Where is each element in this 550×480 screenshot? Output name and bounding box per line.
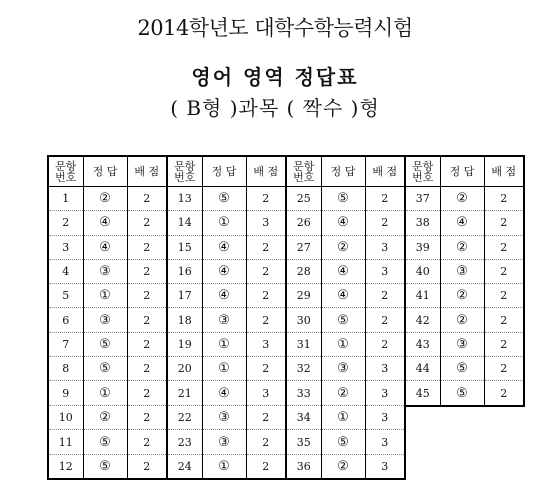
answer-cell: ① [321, 332, 365, 356]
empty-cell [405, 430, 440, 454]
answer-cell: ④ [83, 211, 127, 235]
answer-cell: ④ [202, 235, 246, 259]
points-cell: 2 [365, 211, 405, 235]
question-number-cell: 28 [286, 259, 321, 283]
header-number-line2: 번호 [293, 170, 315, 184]
exam-title: 2014학년도 대학수학능력시험 [137, 16, 413, 40]
points-cell: 2 [246, 406, 286, 430]
answer-cell: ③ [83, 259, 127, 283]
points-cell: 2 [246, 259, 286, 283]
points-cell: 3 [246, 381, 286, 406]
table-row [48, 332, 524, 356]
answer-cell: ① [83, 284, 127, 308]
points-cell: 2 [246, 187, 286, 211]
answer-cell: ⑤ [83, 454, 127, 479]
header-points: 배 점 [246, 156, 286, 187]
question-number-cell: 15 [167, 235, 202, 259]
header-points: 배 점 [127, 156, 167, 187]
answer-cell: ⑤ [440, 357, 484, 381]
points-cell: 2 [127, 308, 167, 332]
answer-cell: ① [202, 454, 246, 479]
question-number-cell: 9 [48, 381, 83, 406]
answer-cell: ④ [440, 211, 484, 235]
empty-cell [440, 454, 484, 479]
answer-cell: ② [440, 284, 484, 308]
table-row [48, 211, 524, 235]
points-cell: 2 [127, 187, 167, 211]
header-number-line1: 문항 [412, 159, 434, 173]
question-number-cell: 2 [48, 211, 83, 235]
points-cell: 3 [365, 454, 405, 479]
table-row [48, 235, 524, 259]
answer-cell: ⑤ [202, 187, 246, 211]
points-cell: 2 [246, 308, 286, 332]
answer-cell: ① [83, 381, 127, 406]
answer-cell: ③ [202, 430, 246, 454]
answer-cell: ① [202, 211, 246, 235]
question-number-cell: 22 [167, 406, 202, 430]
points-cell: 3 [365, 235, 405, 259]
answer-key-body [48, 156, 524, 479]
points-cell: 3 [365, 430, 405, 454]
question-number-cell: 43 [405, 332, 440, 356]
answer-key-table [47, 155, 525, 480]
answer-cell: ① [202, 357, 246, 381]
header-number-line2: 번호 [55, 170, 77, 184]
empty-cell [484, 406, 524, 430]
empty-cell [405, 406, 440, 430]
answer-cell: ② [440, 308, 484, 332]
question-number-cell: 40 [405, 259, 440, 283]
answer-cell: ⑤ [83, 332, 127, 356]
question-number-cell: 26 [286, 211, 321, 235]
points-cell: 2 [246, 454, 286, 479]
header-points: 배 점 [365, 156, 405, 187]
header-number-line1: 문항 [174, 159, 196, 173]
table-row [48, 454, 524, 479]
points-cell: 2 [484, 235, 524, 259]
points-cell: 2 [127, 284, 167, 308]
points-cell: 2 [484, 308, 524, 332]
answer-cell: ① [202, 332, 246, 356]
question-number-cell: 11 [48, 430, 83, 454]
question-number-cell: 38 [405, 211, 440, 235]
answer-cell: ② [321, 381, 365, 406]
question-number-cell: 3 [48, 235, 83, 259]
answer-cell: ④ [202, 259, 246, 283]
answer-cell: ③ [440, 259, 484, 283]
question-number-cell: 25 [286, 187, 321, 211]
points-cell: 3 [365, 406, 405, 430]
header-question-number [167, 156, 202, 187]
answer-cell: ④ [321, 259, 365, 283]
points-cell: 3 [365, 357, 405, 381]
header-question-number [405, 156, 440, 187]
answer-cell: ② [83, 187, 127, 211]
answer-cell: ④ [321, 211, 365, 235]
header-answer: 정 답 [321, 156, 365, 187]
answer-key-title: 영어 영역 정답표 [191, 65, 359, 89]
question-number-cell: 39 [405, 235, 440, 259]
header-answer: 정 답 [202, 156, 246, 187]
table-row [48, 357, 524, 381]
empty-cell [440, 406, 484, 430]
answer-cell: ④ [202, 381, 246, 406]
points-cell: 2 [484, 357, 524, 381]
question-number-cell: 42 [405, 308, 440, 332]
header-number-line2: 번호 [412, 170, 434, 184]
points-cell: 2 [127, 211, 167, 235]
points-cell: 2 [484, 284, 524, 308]
question-number-cell: 23 [167, 430, 202, 454]
table-row [48, 187, 524, 211]
question-number-cell: 31 [286, 332, 321, 356]
points-cell: 2 [127, 357, 167, 381]
question-number-cell: 13 [167, 187, 202, 211]
question-number-cell: 19 [167, 332, 202, 356]
points-cell: 2 [484, 187, 524, 211]
question-number-cell: 45 [405, 381, 440, 406]
points-cell: 2 [484, 332, 524, 356]
table-row [48, 381, 524, 406]
header-number-line1: 문항 [55, 159, 77, 173]
answer-cell: ③ [440, 332, 484, 356]
points-cell: 2 [127, 406, 167, 430]
points-cell: 2 [246, 430, 286, 454]
question-number-cell: 27 [286, 235, 321, 259]
question-number-cell: 5 [48, 284, 83, 308]
table-row [48, 406, 524, 430]
points-cell: 2 [484, 381, 524, 406]
points-cell: 2 [365, 332, 405, 356]
answer-cell: ② [440, 187, 484, 211]
question-number-cell: 1 [48, 187, 83, 211]
question-number-cell: 18 [167, 308, 202, 332]
answer-cell: ⑤ [83, 357, 127, 381]
points-cell: 2 [484, 211, 524, 235]
question-number-cell: 4 [48, 259, 83, 283]
header-number-line1: 문항 [293, 159, 315, 173]
points-cell: 2 [484, 259, 524, 283]
question-number-cell: 17 [167, 284, 202, 308]
points-cell: 3 [365, 259, 405, 283]
question-number-cell: 41 [405, 284, 440, 308]
question-number-cell: 14 [167, 211, 202, 235]
header-points: 배 점 [484, 156, 524, 187]
points-cell: 3 [246, 211, 286, 235]
table-row [48, 259, 524, 283]
points-cell: 2 [127, 430, 167, 454]
answer-cell: ⑤ [321, 187, 365, 211]
answer-cell: ③ [321, 357, 365, 381]
points-cell: 2 [365, 284, 405, 308]
question-number-cell: 7 [48, 332, 83, 356]
header-answer: 정 답 [83, 156, 127, 187]
points-cell: 2 [127, 381, 167, 406]
question-number-cell: 21 [167, 381, 202, 406]
table-row [48, 308, 524, 332]
answer-cell: ② [83, 406, 127, 430]
question-number-cell: 12 [48, 454, 83, 479]
table-header-row [48, 156, 524, 187]
answer-cell: ⑤ [321, 308, 365, 332]
header-number-line2: 번호 [174, 170, 196, 184]
points-cell: 2 [365, 308, 405, 332]
question-number-cell: 20 [167, 357, 202, 381]
answer-cell: ③ [202, 308, 246, 332]
table-row [48, 430, 524, 454]
points-cell: 2 [127, 454, 167, 479]
question-number-cell: 16 [167, 259, 202, 283]
question-number-cell: 29 [286, 284, 321, 308]
question-number-cell: 35 [286, 430, 321, 454]
points-cell: 2 [246, 235, 286, 259]
points-cell: 3 [365, 381, 405, 406]
answer-cell: ③ [83, 308, 127, 332]
header-question-number [48, 156, 83, 187]
answer-cell: ② [321, 454, 365, 479]
answer-cell: ④ [321, 284, 365, 308]
header-answer: 정 답 [440, 156, 484, 187]
answer-cell: ② [321, 235, 365, 259]
answer-cell: ① [321, 406, 365, 430]
answer-cell: ④ [202, 284, 246, 308]
header-question-number [286, 156, 321, 187]
points-cell: 2 [127, 235, 167, 259]
points-cell: 2 [365, 187, 405, 211]
question-number-cell: 32 [286, 357, 321, 381]
table-row [48, 284, 524, 308]
question-number-cell: 44 [405, 357, 440, 381]
points-cell: 2 [127, 332, 167, 356]
points-cell: 2 [246, 357, 286, 381]
question-number-cell: 10 [48, 406, 83, 430]
answer-cell: ⑤ [440, 381, 484, 406]
question-number-cell: 36 [286, 454, 321, 479]
answer-cell: ⑤ [83, 430, 127, 454]
question-number-cell: 24 [167, 454, 202, 479]
question-number-cell: 8 [48, 357, 83, 381]
answer-cell: ③ [202, 406, 246, 430]
empty-cell [405, 454, 440, 479]
points-cell: 2 [127, 259, 167, 283]
question-number-cell: 34 [286, 406, 321, 430]
exam-type-subtitle: ( B형 )과목 ( 짝수 )형 [170, 96, 380, 120]
answer-cell: ② [440, 235, 484, 259]
empty-cell [484, 430, 524, 454]
question-number-cell: 30 [286, 308, 321, 332]
question-number-cell: 33 [286, 381, 321, 406]
answer-cell: ④ [83, 235, 127, 259]
question-number-cell: 37 [405, 187, 440, 211]
empty-cell [484, 454, 524, 479]
points-cell: 3 [246, 332, 286, 356]
points-cell: 2 [246, 284, 286, 308]
empty-cell [440, 430, 484, 454]
answer-cell: ⑤ [321, 430, 365, 454]
question-number-cell: 6 [48, 308, 83, 332]
